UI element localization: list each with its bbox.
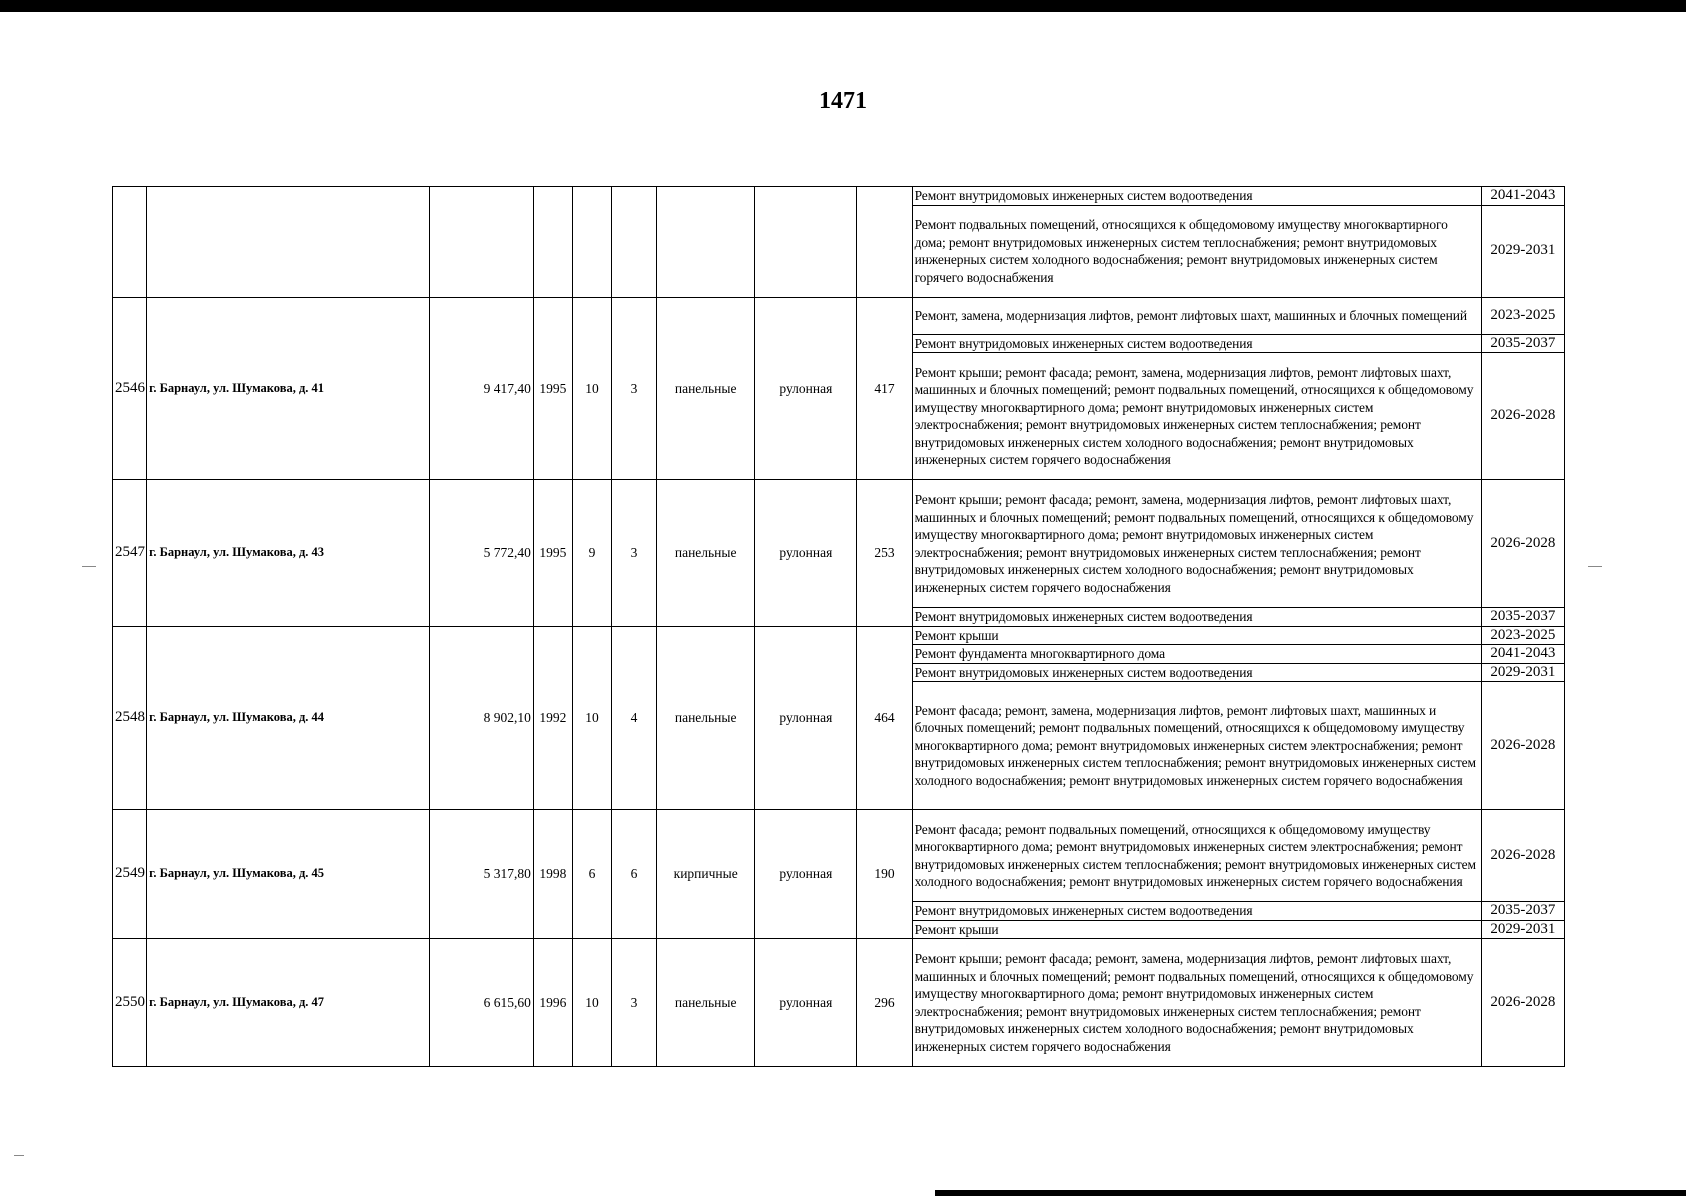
house-number: 2546 [113, 297, 147, 480]
work-description: Ремонт подвальных помещений, относящихся к общедомовому имуществу многоквартирного дома; ремонт внутридомовых инженерных систем теплоснабжения; ремонт внутридомовых инженерных систем холодного водоснабжения; ремонт внутридомовых инженерных систем горячего водоснабжения [912, 205, 1481, 297]
scan-border-bottom [935, 1190, 1686, 1196]
wall-material: панельные [657, 297, 755, 480]
house-area [429, 187, 533, 298]
table-row [113, 810, 1565, 902]
work-description: Ремонт крыши; ремонт фасада; ремонт, замена, модернизация лифтов, ремонт лифтовых шахт, машинных и блочных помещений; ремонт подвальных помещений, относящихся к общедомовому имуществу многоквартирного дома; ремонт внутридомовых инженерных систем электроснабжения; ремонт внутридомовых инженерных систем теплоснабжения; ремонт внутридомовых инженерных систем холодного водоснабжения; ремонт внутридомовых инженерных систем горячего водоснабжения [912, 939, 1481, 1067]
work-period: 2035-2037 [1481, 902, 1564, 921]
residents-count: 417 [857, 297, 912, 480]
work-period: 2023-2025 [1481, 626, 1564, 645]
work-period: 2026-2028 [1481, 353, 1564, 480]
residents-count [857, 187, 912, 298]
work-description: Ремонт внутридомовых инженерных систем водоотведения [912, 663, 1481, 682]
floors-count: 10 [572, 939, 611, 1067]
build-year [533, 187, 572, 298]
entrances-count: 3 [612, 939, 657, 1067]
residents-count: 296 [857, 939, 912, 1067]
table-row [113, 187, 1565, 206]
roof-type: рулонная [755, 626, 857, 810]
table-row [113, 297, 1565, 334]
floors-count: 10 [572, 626, 611, 810]
work-description: Ремонт крыши [912, 626, 1481, 645]
floors-count: 10 [572, 297, 611, 480]
work-description: Ремонт внутридомовых инженерных систем водоотведения [912, 608, 1481, 627]
roof-type: рулонная [755, 297, 857, 480]
house-area: 5 772,40 [429, 480, 533, 627]
house-address: г. Барнаул, ул. Шумакова, д. 47 [147, 939, 430, 1067]
work-description: Ремонт внутридомовых инженерных систем водоотведения [912, 902, 1481, 921]
roof-type [755, 187, 857, 298]
build-year: 1996 [533, 939, 572, 1067]
house-address: г. Барнаул, ул. Шумакова, д. 45 [147, 810, 430, 939]
house-area: 5 317,80 [429, 810, 533, 939]
page-number: 1471 [819, 88, 867, 114]
house-area: 6 615,60 [429, 939, 533, 1067]
house-address: г. Барнаул, ул. Шумакова, д. 41 [147, 297, 430, 480]
residents-count: 190 [857, 810, 912, 939]
work-period: 2041-2043 [1481, 187, 1564, 206]
house-number: 2548 [113, 626, 147, 810]
work-period: 2026-2028 [1481, 682, 1564, 810]
work-period: 2023-2025 [1481, 297, 1564, 334]
work-description: Ремонт, замена, модернизация лифтов, ремонт лифтовых шахт, машинных и блочных помещений [912, 297, 1481, 334]
entrances-count: 4 [612, 626, 657, 810]
wall-material [657, 187, 755, 298]
work-period: 2026-2028 [1481, 939, 1564, 1067]
house-number: 2549 [113, 810, 147, 939]
work-period: 2029-2031 [1481, 663, 1564, 682]
house-address: г. Барнаул, ул. Шумакова, д. 44 [147, 626, 430, 810]
entrances-count: 6 [612, 810, 657, 939]
entrances-count [612, 187, 657, 298]
work-description: Ремонт внутридомовых инженерных систем водоотведения [912, 334, 1481, 353]
table-row [113, 626, 1565, 645]
wall-material: панельные [657, 626, 755, 810]
work-description: Ремонт крыши; ремонт фасада; ремонт, замена, модернизация лифтов, ремонт лифтовых шахт, машинных и блочных помещений; ремонт подвальных помещений, относящихся к общедомовому имуществу многоквартирного дома; ремонт внутридомовых инженерных систем электроснабжения; ремонт внутридомовых инженерных систем теплоснабжения; ремонт внутридомовых инженерных систем холодного водоснабжения; ремонт внутридомовых инженерных систем горячего водоснабжения [912, 353, 1481, 480]
wall-material: кирпичные [657, 810, 755, 939]
build-year: 1998 [533, 810, 572, 939]
registry-body [113, 187, 1565, 1067]
build-year: 1995 [533, 480, 572, 627]
residents-count: 253 [857, 480, 912, 627]
work-description: Ремонт крыши; ремонт фасада; ремонт, замена, модернизация лифтов, ремонт лифтовых шахт, машинных и блочных помещений; ремонт подвальных помещений, относящихся к общедомовому имуществу многоквартирного дома; ремонт внутридомовых инженерных систем электроснабжения; ремонт внутридомовых инженерных систем теплоснабжения; ремонт внутридомовых инженерных систем холодного водоснабжения; ремонт внутридомовых инженерных систем горячего водоснабжения [912, 480, 1481, 608]
work-period: 2026-2028 [1481, 480, 1564, 608]
roof-type: рулонная [755, 939, 857, 1067]
work-description: Ремонт фасада; ремонт подвальных помещений, относящихся к общедомовому имуществу многоквартирного дома; ремонт внутридомовых инженерных систем электроснабжения; ремонт внутридомовых инженерных систем теплоснабжения; ремонт внутридомовых инженерных систем холодного водоснабжения; ремонт внутридомовых инженерных систем горячего водоснабжения [912, 810, 1481, 902]
house-address [147, 187, 430, 298]
house-number: 2550 [113, 939, 147, 1067]
house-number: 2547 [113, 480, 147, 627]
table-row [113, 480, 1565, 608]
work-description: Ремонт внутридомовых инженерных систем водоотведения [912, 187, 1481, 206]
roof-type: рулонная [755, 480, 857, 627]
house-number [113, 187, 147, 298]
house-area: 8 902,10 [429, 626, 533, 810]
registry-table [112, 186, 1565, 1067]
work-period: 2026-2028 [1481, 810, 1564, 902]
work-period: 2029-2031 [1481, 920, 1564, 939]
scan-speck [1588, 566, 1602, 567]
table-row [113, 939, 1565, 1067]
scan-speck [82, 566, 96, 567]
scan-border-top [0, 0, 1686, 12]
work-period: 2035-2037 [1481, 334, 1564, 353]
residents-count: 464 [857, 626, 912, 810]
work-description: Ремонт фасада; ремонт, замена, модернизация лифтов, ремонт лифтовых шахт, машинных и блочных помещений; ремонт подвальных помещений, относящихся к общедомовому имуществу многоквартирного дома; ремонт внутридомовых инженерных систем электроснабжения; ремонт внутридомовых инженерных систем теплоснабжения; ремонт внутридомовых инженерных систем холодного водоснабжения; ремонт внутридомовых инженерных систем горячего водоснабжения [912, 682, 1481, 810]
build-year: 1992 [533, 626, 572, 810]
floors-count [572, 187, 611, 298]
floors-count: 9 [572, 480, 611, 627]
scan-speck [14, 1155, 24, 1156]
entrances-count: 3 [612, 297, 657, 480]
house-area: 9 417,40 [429, 297, 533, 480]
work-period: 2029-2031 [1481, 205, 1564, 297]
house-address: г. Барнаул, ул. Шумакова, д. 43 [147, 480, 430, 627]
work-description: Ремонт крыши [912, 920, 1481, 939]
work-period: 2041-2043 [1481, 645, 1564, 664]
roof-type: рулонная [755, 810, 857, 939]
wall-material: панельные [657, 480, 755, 627]
wall-material: панельные [657, 939, 755, 1067]
build-year: 1995 [533, 297, 572, 480]
work-description: Ремонт фундамента многоквартирного дома [912, 645, 1481, 664]
entrances-count: 3 [612, 480, 657, 627]
work-period: 2035-2037 [1481, 608, 1564, 627]
floors-count: 6 [572, 810, 611, 939]
